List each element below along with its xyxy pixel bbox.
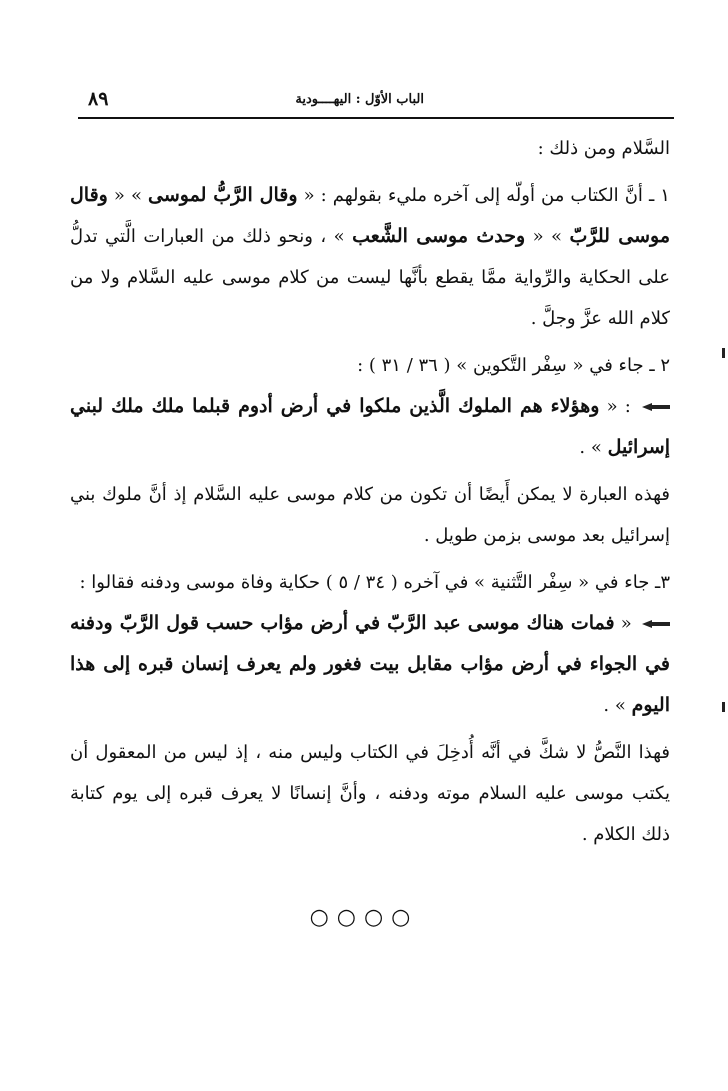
pointing-hand-icon [642,402,670,412]
quote-genesis-prefix: : « [606,396,631,417]
paragraph-comment-1: فهذه العبارة لا يمكن أَيضًا أن تكون من كلام موسى عليه السَّلام إذ أنَّ ملوك بني إسرائيل بعد موسى بزمن طويل . [70,484,670,546]
quote-deuteronomy-prefix: « [620,613,632,634]
paragraph-point-2: ٢ ـ جاء في « سِفْر التَّكوين » ( ٣٦ / ٣١ ) : [357,355,670,376]
edge-mark [722,702,725,712]
point-1-lead: ١ ـ أنَّ الكتاب من أولّه إلى آخره مليء بقولهم : « [303,185,670,206]
header-rule [78,117,674,119]
paragraph-intro: السَّلام ومن ذلك : [537,138,670,159]
quote-genesis-suffix: » . [579,437,602,458]
paragraph-point-3: ٣ـ جاء في « سِفْر التَّثنية » في آخره ( ٣٤ / ٥ ) حكاية وفاة موسى ودفنه فقالوا : [79,572,670,593]
page-number: ٨٩ [88,88,109,110]
page-header [78,88,674,112]
pointing-hand-icon [642,619,670,629]
quote-moses-to-lord: وقال موسى للرَّبّ [70,184,670,247]
paragraph-point-1: ١ ـ أنَّ الكتاب من أولّه إلى آخره مليء بقولهم : « وقال الرَّبُّ لموسى » « وقال موسى للرَّبّ » « وحدث موسى الشَّعب » ، ونحو ذلك من العبارات الَّتي تدلُّ على الحكاية والرِّواية ممَّا يقطع بأنَّها ليست من كلام موسى عليه السَّلام ولا من كلام الله عزَّ وجلَّ . [70,184,670,329]
paragraph-comment-2: فهذا النَّصُّ لا شكَّ في أنَّه أُدخِلَ في الكتاب وليس منه ، إذ ليس من المعقول أن يكتب موسى عليه السلام موته ودفنه ، وأنَّ إنسانًا لا يعرف قبره إلى يوم كتابة ذلك الكلام . [70,742,670,845]
quote-lord-to-moses: وقال الرَّبُّ لموسى [148,184,298,206]
running-title: الباب الأوّل : اليهــــودية [295,92,424,107]
page-body [70,128,670,855]
quote-deuteronomy [70,603,670,726]
section-ornament: ○○○○ [309,905,419,930]
quote-genesis-text: وهؤلاء هم الملوك الَّذين ملكوا في أرض أدوم قبلما ملك ملك لبني إسرائيل [70,395,670,458]
point-1-rest: ، ونحو ذلك من العبارات الَّتي تدلُّ على الحكاية والرِّواية ممَّا يقطع بأنَّها ليست من كلام موسى عليه السَّلام ولا من كلام الله عزَّ وجلَّ . [70,226,670,329]
quote-moses-people: وحدث موسى الشَّعب [352,225,526,247]
quote-deuteronomy-suffix: » . [603,695,626,716]
quote-genesis [70,386,670,468]
quote-deuteronomy-text: فمات هناك موسى عبد الرَّبّ في أرض مؤاب حسب قول الرَّبّ ودفنه في الجواء في أرض مؤاب مقابل بيت فغور ولم يعرف إنسان قبره إلى هذا اليوم [70,612,670,716]
edge-mark [722,348,725,358]
